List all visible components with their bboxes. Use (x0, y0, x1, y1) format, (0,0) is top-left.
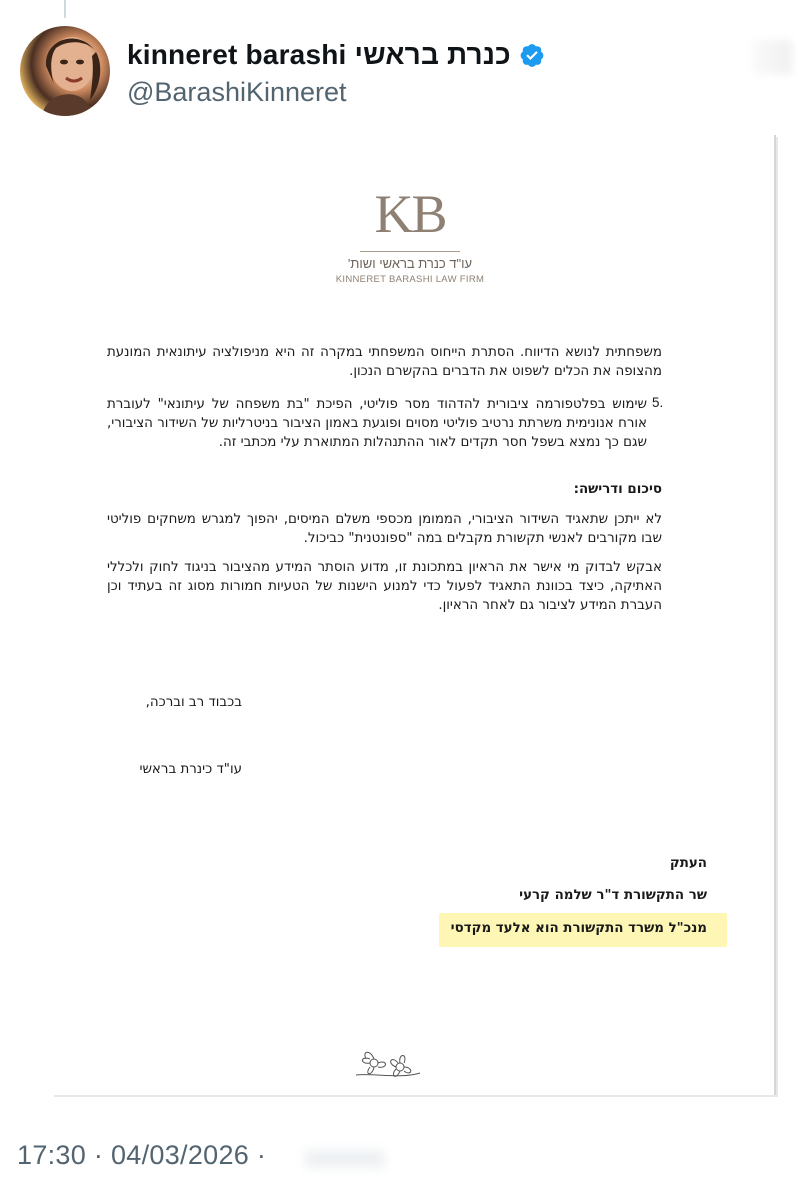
copy-recipient-2: מנכ"ל משרד התקשורת הוא אלעד מקדסי (450, 921, 707, 936)
summary-heading: סיכום ודרישה: (573, 482, 662, 497)
law-firm-logo (335, 184, 485, 285)
letter-paragraph-1: משפחתית לנושא הדיווח. הסתרת הייחוס המשפחתי במקרה זה היא מניפולציה עיתונאית המונעת מהצופה את הכלים לשפוט את הדברים בהקשרם הנכון. (107, 345, 662, 379)
avatar-portrait-icon (20, 26, 110, 116)
demand-paragraph: אבקש לבדוק מי אישר את הראיון במתכונת זו, מדוע הוסתר המידע מהציבור בניגוד לחוק ולכללי האתיקה, כיצד בכוונת התאגיד לפעול כדי למנוע הישנות של הטעיות חמורות מסוג זה בעתיד וכן העברת המידע לציבור גם לאחר הראיון. (107, 560, 662, 613)
summary-paragraph: לא ייתכן שתאגיד השידור הציבורי, הממומן מכספי משלם המיסים, יהפוך למגרש משחקים פוליטי שבו מקורבים לאנשי תקשורת מקבלים במה "ספונטנית" כביכול. (107, 512, 662, 546)
display-name[interactable]: kinneret barashi כנרת בראשי (127, 39, 511, 70)
display-name-row (127, 37, 545, 73)
letter-item-5: שימוש בפלטפורמה ציבורית להדהוד מסר פוליטי, הפיכת "בת משפחה של עיתונאי" לעוברת אורח אנונימית משרתת נרטיב פוליטי מסוים ופוגעת באמון הציבור בניטרליות של השידור הציבורי, שגם כך נמצא בשפל חסר תקדים לאור ההתנהלות המתוארת עלי מכתבי זה. (107, 397, 647, 450)
blurred-view-count (305, 1150, 385, 1168)
attached-letter-image[interactable] (52, 135, 776, 1095)
verified-badge-icon (519, 42, 545, 68)
logo-divider (360, 251, 460, 252)
copy-heading: העתק (669, 856, 707, 871)
logo-english-name: KINNERET BARASHI LAW FIRM (335, 274, 485, 285)
closing-greeting: בכבוד רב וברכה, (145, 695, 242, 710)
copy-recipient-1: שר התקשורת ד"ר שלמה קרעי (519, 888, 707, 903)
item-5-number: 5. (652, 395, 664, 410)
tweet-author-header (127, 37, 545, 108)
blurred-top-right-area (752, 40, 792, 74)
thread-connector-line (64, 0, 66, 18)
user-handle[interactable]: @BarashiKinneret (127, 77, 347, 107)
signature-line: עו"ד כינרת בראשי (139, 762, 242, 777)
tweet-timestamp[interactable]: 17:30 · 04/03/2026 · (17, 1140, 267, 1170)
logo-mark: KB (374, 184, 446, 244)
flower-ornament-icon (352, 1045, 424, 1085)
avatar[interactable] (20, 26, 110, 116)
logo-hebrew-name: עו"ד כנרת בראשי ושות' (347, 256, 473, 271)
